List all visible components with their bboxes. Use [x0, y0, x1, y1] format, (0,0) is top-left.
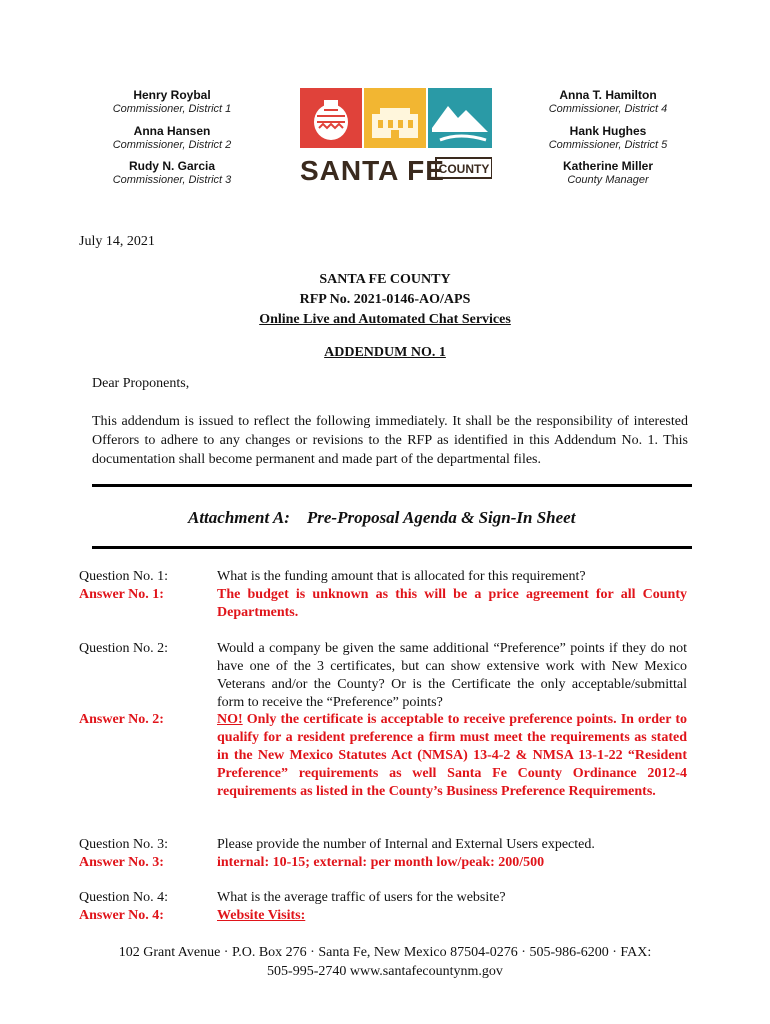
- answer-text: [217, 711, 687, 801]
- question-label: Question No. 3:: [79, 837, 169, 852]
- commissioner-title: Commissioner, District 2: [112, 139, 232, 151]
- question-text: Would a company be given the same additional “Preference” points if they do not have one of the 3 certificates, but can show extensive work with New Mexico Veterans and/or the County? Or is the Certificate the only acceptable/submittal form to receive the “Preference” points?: [217, 641, 687, 710]
- intro-paragraph: This addendum is issued to reflect the following immediately. It shall be the responsibility of interested Offerors to adhere to any changes or revisions to the RFP as identified in this Addendum No. 1. This documentation shall become permanent and made part of the departmental files.: [92, 414, 688, 467]
- commissioner-name: Anna T. Hamilton: [559, 88, 657, 102]
- manager-name: Katherine Miller: [562, 159, 654, 173]
- divider-top: [92, 484, 692, 487]
- footer-line-2: 505-995-2740 www.santafecountynm.gov: [267, 964, 503, 979]
- logo-county-text: COUNTY: [438, 162, 490, 176]
- commissioner-name: Hank Hughes: [569, 124, 647, 138]
- document-heading: [0, 270, 770, 330]
- manager-title: County Manager: [567, 174, 649, 186]
- commissioner-name: Anna Hansen: [133, 124, 211, 138]
- commissioner-title: Commissioner, District 4: [548, 103, 668, 115]
- santa-fe-county-logo: [300, 88, 492, 184]
- answer-label: Answer No. 1:: [79, 587, 164, 602]
- question-text: What is the average traffic of users for the website?: [217, 890, 506, 905]
- answer-lead: NO!: [217, 712, 243, 727]
- commissioner-district-5: [508, 124, 708, 152]
- answer-label: Answer No. 3:: [79, 855, 164, 870]
- answer-text: The budget is unknown as this will be a price agreement for all County Departments.: [217, 587, 687, 620]
- answer-label: Answer No. 2:: [79, 712, 164, 727]
- commissioner-district-3: [72, 159, 272, 187]
- heading-rfp-title: Online Live and Automated Chat Services: [259, 312, 511, 327]
- attachment-name: Pre-Proposal Agenda & Sign-In Sheet: [306, 508, 576, 527]
- logo-graphic: [300, 88, 492, 184]
- commissioner-title: Commissioner, District 3: [112, 174, 232, 186]
- logo-wordmark: SANTA FE: [300, 155, 445, 184]
- commissioner-district-4: [508, 88, 708, 116]
- answer-body: Only the certificate is acceptable to receive preference points. In order to qualify for a resident preference a firm must meet the requirements as stated in the New Mexico Statutes Act (NMSA) 13-4-2 & NMSA 13-1-22 “Resident Preference” requirements as well Santa Fe County Ordinance 2012-4 requirements as listed in the County’s Business Preference Requirements.: [217, 712, 687, 799]
- commissioner-district-1: [72, 88, 272, 116]
- commissioner-name: Rudy N. Garcia: [128, 159, 216, 173]
- footer-line-1: 102 Grant Avenue · P.O. Box 276 · Santa Fe, New Mexico 87504-0276 · 505-986-6200 · FAX:: [118, 945, 652, 960]
- question-label: Question No. 2:: [79, 641, 169, 656]
- question-label: Question No. 4:: [79, 890, 169, 905]
- answer-text: Website Visits:: [217, 908, 306, 923]
- salutation: Dear Proponents,: [92, 376, 190, 391]
- attachment-title: [188, 508, 575, 528]
- heading-rfp-number: RFP No. 2021-0146-AO/APS: [299, 292, 471, 307]
- commissioner-title: Commissioner, District 1: [112, 103, 232, 115]
- question-label: Question No. 1:: [79, 569, 169, 584]
- divider-bottom: [92, 546, 692, 549]
- answer-label: Answer No. 4:: [79, 908, 164, 923]
- commissioner-district-2: [72, 124, 272, 152]
- county-manager: [508, 159, 708, 187]
- question-text: What is the funding amount that is allocated for this requirement?: [217, 569, 586, 584]
- addendum-title: ADDENDUM NO. 1: [324, 345, 446, 360]
- answer-text: internal: 10-15; external: per month low/peak: 200/500: [217, 855, 545, 870]
- footer-address: [0, 943, 770, 981]
- question-text: Please provide the number of Internal and External Users expected.: [217, 837, 595, 852]
- letter-date: July 14, 2021: [79, 234, 155, 249]
- commissioner-title: Commissioner, District 5: [548, 139, 668, 151]
- heading-county: SANTA FE COUNTY: [319, 272, 451, 287]
- attachment-label: Attachment A:: [188, 508, 290, 527]
- commissioner-name: Henry Roybal: [133, 88, 211, 102]
